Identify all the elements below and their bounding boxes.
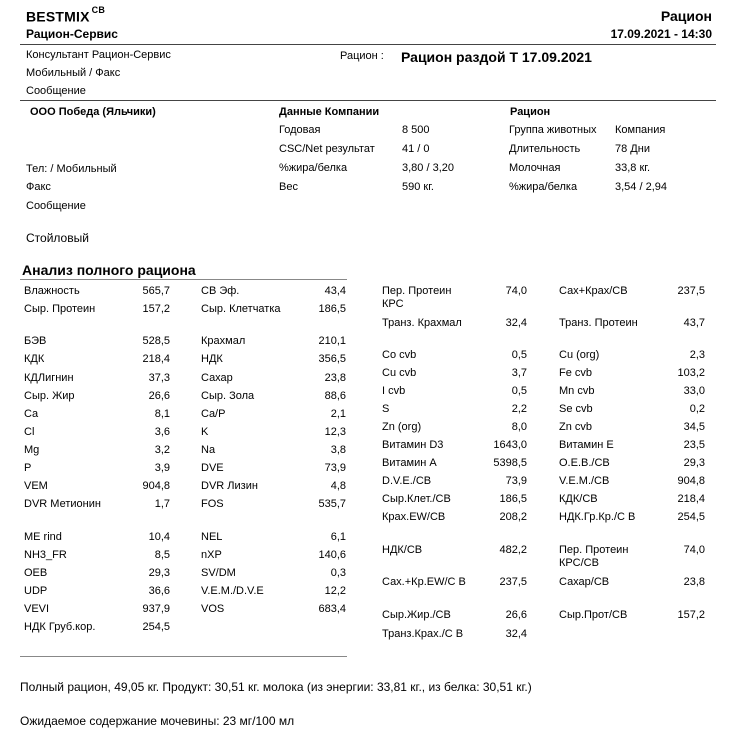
- doc-datetime: 17.09.2021 - 14:30: [610, 27, 712, 41]
- analysis-value: 8,5: [154, 549, 170, 561]
- analysis-value: 254,5: [142, 621, 170, 633]
- analysis-value: 37,3: [148, 372, 170, 384]
- analysis-label: DVR Лизин: [201, 480, 258, 492]
- analysis-value: 43,4: [324, 285, 346, 297]
- analysis-value: 2,1: [330, 408, 346, 420]
- analysis-label: VEM: [24, 480, 48, 492]
- ration-info-value: 78 Дни: [615, 143, 650, 155]
- analysis-label: Na: [201, 444, 216, 456]
- analysis-value: 3,9: [154, 462, 170, 474]
- analysis-label: БЭВ: [24, 335, 47, 347]
- analysis-label: Сыр. Жир: [24, 390, 75, 402]
- analysis-label: СВ Эф.: [201, 285, 240, 297]
- analysis-value: 36,6: [148, 585, 170, 597]
- analysis-value: 23,8: [683, 576, 705, 588]
- analysis-label: Транз. Крахмал: [382, 317, 462, 329]
- analysis-value: 0,5: [511, 385, 527, 397]
- analysis-value: 140,6: [318, 549, 346, 561]
- analysis-label: NEL: [201, 531, 223, 543]
- ration-info-value: 33,8 кг.: [615, 162, 651, 174]
- analysis-label: Co cvb: [382, 349, 417, 361]
- analysis-value: 254,5: [677, 511, 705, 523]
- analysis-label: Сыр. Протеин: [24, 303, 96, 315]
- ration-info-label: Группа животных: [509, 124, 597, 136]
- analysis-label: Сыр.Клет./CB: [382, 493, 451, 505]
- analysis-title-divider: [20, 279, 347, 280]
- analysis-label: Zn cvb: [559, 421, 593, 433]
- analysis-label: Сахар: [201, 372, 233, 384]
- analysis-label: КДК: [24, 353, 45, 365]
- info-divider: [20, 100, 716, 101]
- analysis-value: 8,1: [154, 408, 170, 420]
- analysis-label: Транз.Крах./C B: [382, 628, 464, 640]
- ration-info-title: Рацион: [510, 106, 551, 118]
- analysis-label: Транз. Протеин: [559, 317, 638, 329]
- analysis-value: 565,7: [142, 285, 170, 297]
- analysis-value: 3,7: [511, 367, 527, 379]
- ration-summary: Полный рацион, 49,05 кг. Продукт: 30,51 кг. молока (из энергии: 33,81 кг., из белка: 30,51 кг.): [20, 680, 532, 694]
- message-line: Сообщение: [26, 85, 86, 97]
- analysis-value: 29,3: [148, 567, 170, 579]
- analysis-value: 32,4: [505, 317, 527, 329]
- analysis-value: 237,5: [499, 576, 527, 588]
- analysis-value: 3,8: [330, 444, 346, 456]
- analysis-label: I cvb: [382, 385, 406, 397]
- analysis-value: 33,0: [683, 385, 705, 397]
- analysis-value: 74,0: [505, 285, 527, 297]
- analysis-value: 2,2: [511, 403, 527, 415]
- analysis-value: 3,2: [154, 444, 170, 456]
- analysis-label: Сахар/CB: [559, 576, 610, 588]
- analysis-value: 218,4: [142, 353, 170, 365]
- client-fax: Факс: [26, 181, 51, 193]
- analysis-label: НДК.Гр.Кр./C B: [559, 511, 636, 523]
- analysis-label: Сыр. Зола: [201, 390, 255, 402]
- analysis-value: 356,5: [318, 353, 346, 365]
- analysis-label: nXP: [201, 549, 222, 561]
- analysis-label: D.V.E./CB: [382, 475, 432, 487]
- analysis-label: Ca/P: [201, 408, 226, 420]
- analysis-value: 683,4: [318, 603, 346, 615]
- ration-info-label: %жира/белка: [509, 181, 578, 193]
- analysis-label: OEB: [24, 567, 48, 579]
- ration-info-label: Молочная: [509, 162, 561, 174]
- company-data-label: Вес: [279, 181, 298, 193]
- client-message: Сообщение: [26, 200, 86, 212]
- mobile-fax-line: Мобильный / Факс: [26, 67, 121, 79]
- housing-type: Стойловый: [26, 231, 89, 245]
- analysis-value: 218,4: [677, 493, 705, 505]
- analysis-value: 8,0: [511, 421, 527, 433]
- analysis-label: НДК: [201, 353, 223, 365]
- analysis-value: 210,1: [318, 335, 346, 347]
- analysis-value: 237,5: [677, 285, 705, 297]
- analysis-label: O.E.B./CB: [559, 457, 610, 469]
- company-data-label: CSC/Net результат: [279, 143, 375, 155]
- analysis-label: НДК Груб.кор.: [24, 621, 96, 633]
- analysis-label: Сыр.Жир./CB: [382, 609, 451, 621]
- analysis-value: 535,7: [318, 498, 346, 510]
- consultant-line: Консультант Рацион-Сервис: [26, 49, 171, 61]
- analysis-label: VEVI: [24, 603, 50, 615]
- analysis-value: 4,8: [330, 480, 346, 492]
- urea-expectation: Ожидаемое содержание мочевины: 23 мг/100 мл: [20, 714, 295, 728]
- company-data-value: 8 500: [402, 124, 430, 136]
- analysis-value: 12,2: [324, 585, 346, 597]
- analysis-label: Пер. Протеин КРС: [382, 285, 452, 310]
- analysis-label: Влажность: [24, 285, 80, 297]
- analysis-label: Mn cvb: [559, 385, 595, 397]
- analysis-label: Cu cvb: [382, 367, 417, 379]
- analysis-label: Крахмал: [201, 335, 246, 347]
- analysis-value: 26,6: [148, 390, 170, 402]
- analysis-value: 904,8: [142, 480, 170, 492]
- analysis-title: Анализ полного рациона: [22, 262, 196, 278]
- analysis-label: Mg: [24, 444, 40, 456]
- analysis-label: FOS: [201, 498, 224, 510]
- analysis-label: V.E.M./CB: [559, 475, 610, 487]
- analysis-label: VOS: [201, 603, 225, 615]
- ration-label: Рацион :: [340, 50, 384, 62]
- analysis-label: Сах+Крах/CB: [559, 285, 628, 297]
- analysis-value: 43,7: [683, 317, 705, 329]
- analysis-value: 0,3: [330, 567, 346, 579]
- analysis-bottom-divider: [20, 656, 347, 657]
- analysis-label: DVR Метионин: [24, 498, 101, 510]
- analysis-label: КДК/CB: [559, 493, 598, 505]
- company-data-value: 590 кг.: [402, 181, 434, 193]
- client-name: ООО Победа (Яльчики): [30, 106, 156, 118]
- analysis-value: 26,6: [505, 609, 527, 621]
- analysis-label: Витамин E: [559, 439, 614, 451]
- analysis-label: SV/DM: [201, 567, 236, 579]
- analysis-value: 10,4: [148, 531, 170, 543]
- analysis-value: 528,5: [142, 335, 170, 347]
- company-data-label: Годовая: [279, 124, 321, 136]
- analysis-label: Fe cvb: [559, 367, 593, 379]
- analysis-label: КДЛигнин: [24, 372, 74, 384]
- analysis-label: Крах.EW/CB: [382, 511, 446, 523]
- analysis-label: P: [24, 462, 32, 474]
- analysis-value: 1643,0: [493, 439, 527, 451]
- analysis-value: 29,3: [683, 457, 705, 469]
- analysis-value: 904,8: [677, 475, 705, 487]
- analysis-value: 23,8: [324, 372, 346, 384]
- analysis-value: 186,5: [499, 493, 527, 505]
- analysis-value: 5398,5: [493, 457, 527, 469]
- analysis-label: НДК/CB: [382, 544, 423, 556]
- company-data-title: Данные Компании: [279, 106, 380, 118]
- company-name: Рацион-Сервис: [26, 27, 118, 41]
- analysis-value: 1,7: [154, 498, 170, 510]
- analysis-value: 186,5: [318, 303, 346, 315]
- analysis-label: K: [201, 426, 209, 438]
- analysis-value: 88,6: [324, 390, 346, 402]
- analysis-value: 937,9: [142, 603, 170, 615]
- analysis-label: Se cvb: [559, 403, 593, 415]
- analysis-label: Сыр.Прот/CB: [559, 609, 628, 621]
- brand-logo: BESTMIX $^{CB}$: [26, 5, 106, 25]
- analysis-value: 157,2: [677, 609, 705, 621]
- company-data-label: %жира/белка: [279, 162, 348, 174]
- analysis-value: 3,6: [154, 426, 170, 438]
- analysis-value: 12,3: [324, 426, 346, 438]
- doc-type: Рацион: [660, 8, 712, 24]
- company-data-value: 41 / 0: [402, 143, 430, 155]
- header-divider: [20, 44, 716, 45]
- ration-info-value: Компания: [615, 124, 666, 136]
- analysis-value: 32,4: [505, 628, 527, 640]
- analysis-value: 6,1: [330, 531, 346, 543]
- analysis-value: 73,9: [324, 462, 346, 474]
- analysis-label: Пер. Протеин КРС/CB: [559, 544, 629, 569]
- analysis-value: 23,5: [683, 439, 705, 451]
- analysis-label: Ca: [24, 408, 39, 420]
- analysis-value: 482,2: [499, 544, 527, 556]
- analysis-label: ME rind: [24, 531, 62, 543]
- ration-info-label: Длительность: [509, 143, 581, 155]
- analysis-value: 103,2: [677, 367, 705, 379]
- ration-info-value: 3,54 / 2,94: [615, 181, 667, 193]
- analysis-value: 2,3: [689, 349, 705, 361]
- analysis-label: Сах.+Кр.EW/C B: [382, 576, 466, 588]
- analysis-value: 74,0: [683, 544, 705, 556]
- analysis-label: Cl: [24, 426, 35, 438]
- analysis-label: Сыр. Клетчатка: [201, 303, 281, 315]
- analysis-label: UDP: [24, 585, 48, 597]
- analysis-label: Zn (org): [382, 421, 422, 433]
- analysis-label: S: [382, 403, 390, 415]
- analysis-value: 34,5: [683, 421, 705, 433]
- analysis-label: NH3_FR: [24, 549, 67, 561]
- analysis-label: DVE: [201, 462, 224, 474]
- analysis-label: Cu (org): [559, 349, 600, 361]
- analysis-value: 157,2: [142, 303, 170, 315]
- analysis-label: Витамин A: [382, 457, 437, 469]
- analysis-label: V.E.M./D.V.E: [201, 585, 264, 597]
- analysis-value: 0,2: [689, 403, 705, 415]
- ration-name: Рацион раздой Т 17.09.2021: [401, 49, 592, 65]
- analysis-value: 208,2: [499, 511, 527, 523]
- company-data-value: 3,80 / 3,20: [402, 162, 454, 174]
- analysis-label: Витамин D3: [382, 439, 444, 451]
- analysis-value: 73,9: [505, 475, 527, 487]
- client-phone: Тел: / Мобильный: [26, 163, 117, 175]
- analysis-value: 0,5: [511, 349, 527, 361]
